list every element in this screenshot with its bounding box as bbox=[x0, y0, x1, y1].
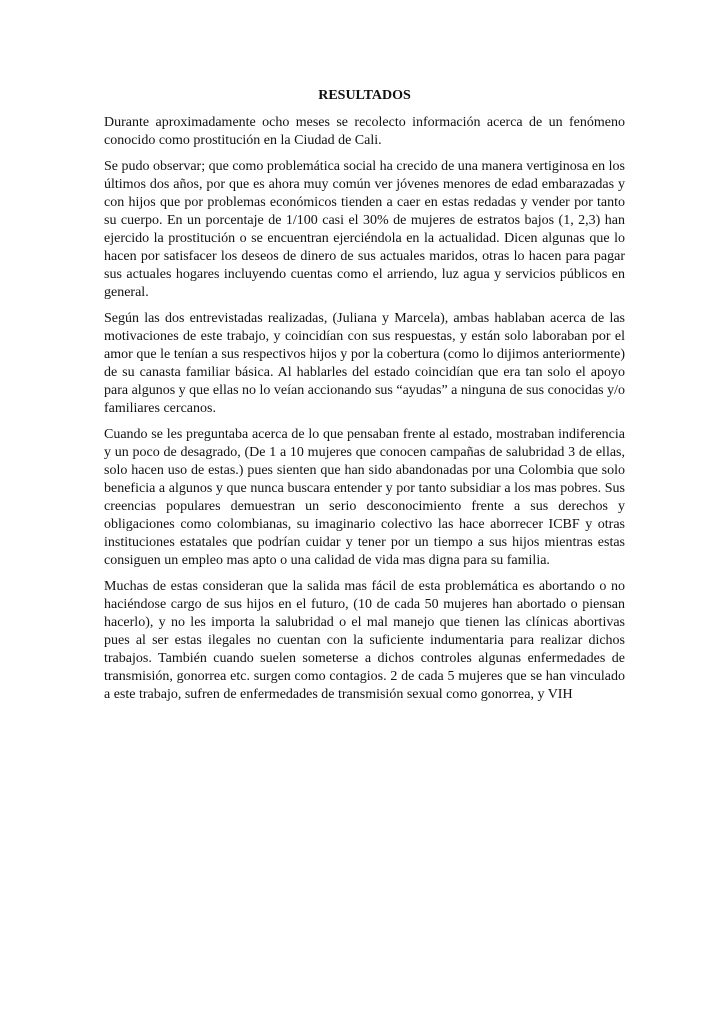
paragraph-intro: Durante aproximadamente ocho meses se recolecto información acerca de un fenómeno conocido como prostitución en la Ciudad de Cali. bbox=[104, 115, 625, 148]
document-page bbox=[104, 87, 625, 712]
paragraph-interviews: Según las dos entrevistadas realizadas, (Juliana y Marcela), ambas hablaban acerca de las motivaciones de este trabajo, y coincidían con sus respuestas, y están solo laboraban por el amor que le tenían a sus respectivos hijos y por la cobertura (como lo dijimos anteriormente) de su canasta familiar básica. Al hablarles del estado coincidían que era tan solo el apoyo para algunos y que ellas no lo veían accionando sus “ayudas” a ninguna de sus conocidas y/o familiares cercanos. bbox=[104, 311, 625, 416]
paragraph-state: Cuando se les preguntaba acerca de lo que pensaban frente al estado, mostraban indiferencia y un poco de desagrado, (De 1 a 10 mujeres que conocen campañas de salubridad 3 de ellas, solo hacen uso de estas.) pues sienten que han sido abandonadas por una Colombia que solo beneficia a algunos y que nunca buscara entender y por tanto subsidiar a los mas pobres. Sus creencias populares demuestran un serio desconocimiento frente a sus derechos y obligaciones como colombianas, su imaginario colectivo las hace aborrecer ICBF y otras instituciones estatales que podrían cuidar y tener por un tiempo a sus hijos mientras estas consiguen un empleo mas apto o una calidad de vida mas digna para su familia. bbox=[104, 427, 625, 568]
paragraph-health: Muchas de estas consideran que la salida mas fácil de esta problemática es abortando o no haciéndose cargo de sus hijos en el futuro, (10 de cada 50 mujeres han abortado o piensan hacerlo), y no les importa la salubridad o el mal manejo que tienen las clínicas abortivas pues al ser estas ilegales no cuentan con la suficiente indumentaria para realizar dichos trabajos. También cuando suelen someterse a dichos controles algunas enfermedades de transmisión, gonorrea etc. surgen como contagios. 2 de cada 5 mujeres que se han vinculado a este trabajo, sufren de enfermedades de transmisión sexual como gonorrea, y VIH bbox=[104, 579, 625, 702]
document-title: RESULTADOS bbox=[318, 88, 411, 103]
paragraph-observation: Se pudo observar; que como problemática social ha crecido de una manera vertiginosa en los últimos dos años, por que es ahora muy común ver jóvenes menores de edad embarazadas y con hijos que por problemas económicos tienden a caer en estas redadas y vender por tanto su cuerpo. En un porcentaje de 1/100 casi el 30% de mujeres de estratos bajos (1, 2,3) han ejercido la prostitución o se encuentran ejerciéndola en la actualidad. Dicen algunas que lo hacen por satisfacer los deseos de dinero de sus actuales maridos, otras lo hacen para pagar sus actuales hogares incluyendo cuentas como el arriendo, luz agua y servicios públicos en general. bbox=[104, 159, 625, 300]
